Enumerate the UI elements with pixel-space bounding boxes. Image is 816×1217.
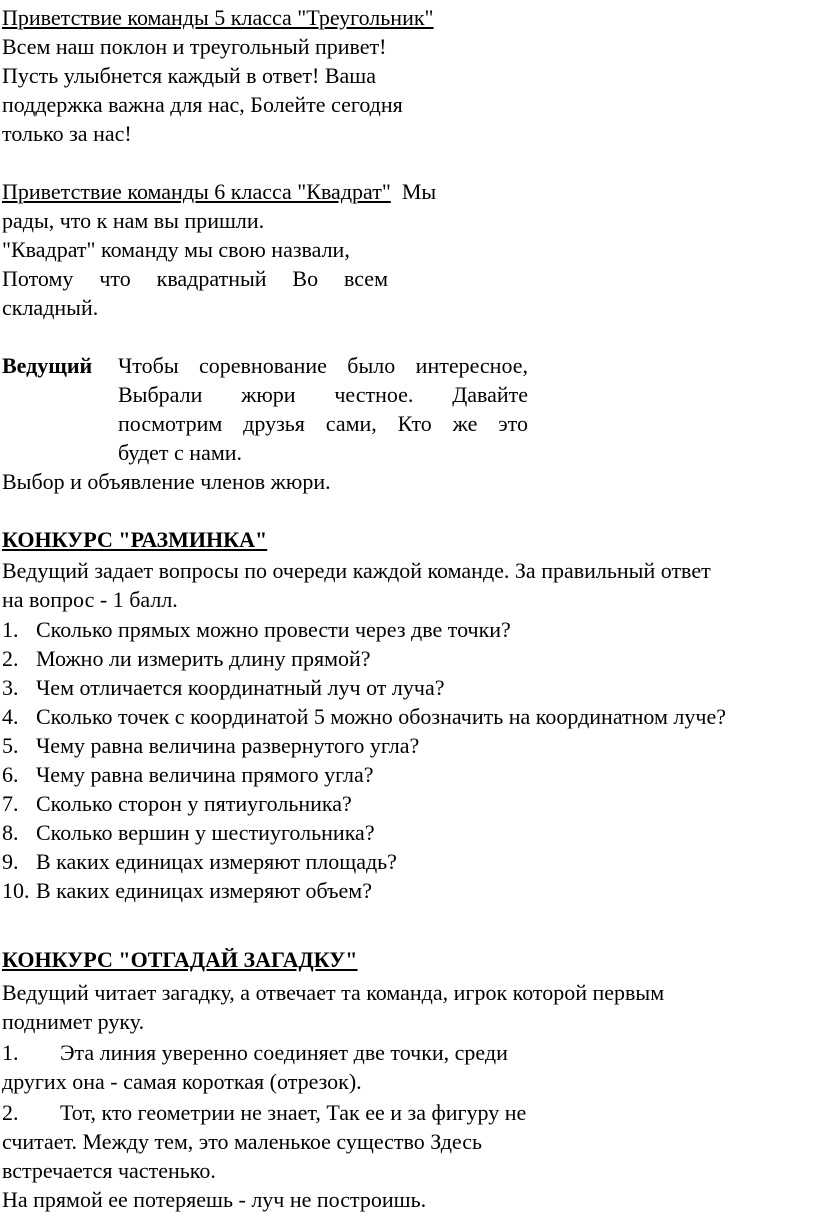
riddle-number: 2. bbox=[2, 1100, 19, 1125]
question-item bbox=[2, 674, 444, 702]
host-line: Чтобы соревнование было интересное, bbox=[118, 353, 528, 378]
greeting6-title: Приветствие команды 6 класса "Квадрат" bbox=[2, 179, 391, 204]
question-number: 3. bbox=[2, 675, 19, 700]
greeting6-line: "Квадрат" команду мы свою назвали, bbox=[2, 237, 350, 262]
riddle-text: Тот, кто геометрии не знает, Так ее и за фигуру не bbox=[60, 1100, 527, 1125]
question-number: 7. bbox=[2, 791, 19, 816]
question-text: Чему равна величина прямого угла? bbox=[36, 762, 374, 787]
greeting6-title-tail: Мы bbox=[401, 179, 437, 204]
host-line: будет с нами. bbox=[118, 440, 243, 465]
greeting6-title-line bbox=[2, 178, 436, 206]
greeting6-line: Потому что квадратный Во всем bbox=[2, 266, 388, 291]
host-label: Ведущий bbox=[2, 353, 93, 378]
greeting6-line: рады, что к нам вы пришли. bbox=[2, 208, 265, 233]
riddle-intro: поднимет руку. bbox=[2, 1009, 145, 1034]
question-text: Сколько точек с координатой 5 можно обозначить на координатном луче? bbox=[36, 704, 726, 729]
greeting6-line: складный. bbox=[2, 295, 99, 320]
riddle-text: На прямой ее потеряешь - луч не построишь. bbox=[2, 1187, 427, 1212]
riddle-text: Эта линия уверенно соединяет две точки, среди bbox=[60, 1040, 508, 1065]
question-text: В каких единицах измеряют площадь? bbox=[36, 849, 397, 874]
question-item bbox=[2, 761, 374, 789]
host-after: Выбор и объявление членов жюри. bbox=[2, 469, 331, 494]
question-text: Чем отличается координатный луч от луча? bbox=[36, 675, 445, 700]
greeting5-line: только за нас! bbox=[2, 121, 132, 146]
question-number: 4. bbox=[2, 704, 19, 729]
question-number: 2. bbox=[2, 646, 19, 671]
greeting5-line: поддержка важна для нас, Болейте сегодня bbox=[2, 92, 403, 117]
question-text: Сколько прямых можно провести через две точки? bbox=[36, 617, 511, 642]
question-text: Сколько сторон у пятиугольника? bbox=[36, 791, 352, 816]
riddle-item bbox=[2, 1039, 508, 1067]
warmup-intro: на вопрос - 1 балл. bbox=[2, 587, 178, 612]
host-line: Выбрали жюри честное. Давайте bbox=[118, 382, 528, 407]
question-item bbox=[2, 790, 352, 818]
warmup-heading: КОНКУРС "РАЗМИНКА" bbox=[2, 527, 268, 552]
question-item bbox=[2, 616, 511, 644]
question-item bbox=[2, 703, 726, 731]
question-item bbox=[2, 848, 397, 876]
greeting5-line: Всем наш поклон и треугольный привет! bbox=[2, 34, 387, 59]
question-number: 9. bbox=[2, 849, 19, 874]
warmup-intro: Ведущий задает вопросы по очереди каждой команде. За правильный ответ bbox=[2, 558, 711, 583]
host-line: посмотрим друзья сами, Кто же это bbox=[118, 411, 528, 436]
question-number: 6. bbox=[2, 762, 19, 787]
question-number: 10. bbox=[2, 878, 30, 903]
question-item bbox=[2, 819, 375, 847]
greeting5-line: Пусть улыбнется каждый в ответ! Ваша bbox=[2, 63, 376, 88]
question-item bbox=[2, 877, 372, 905]
question-number: 1. bbox=[2, 617, 19, 642]
question-text: Можно ли измерить длину прямой? bbox=[36, 646, 371, 671]
question-number: 8. bbox=[2, 820, 19, 845]
riddle-heading: КОНКУРС "ОТГАДАЙ ЗАГАДКУ" bbox=[2, 947, 358, 972]
question-text: Сколько вершин у шестиугольника? bbox=[36, 820, 375, 845]
question-text: В каких единицах измеряют объем? bbox=[36, 878, 372, 903]
question-item bbox=[2, 645, 371, 673]
riddle-text: других она - самая короткая (отрезок). bbox=[2, 1069, 362, 1094]
riddle-item bbox=[2, 1099, 526, 1127]
question-item bbox=[2, 732, 419, 760]
riddle-text: встречается частенько. bbox=[2, 1158, 216, 1183]
riddle-intro: Ведущий читает загадку, а отвечает та команда, игрок которой первым bbox=[2, 980, 665, 1005]
riddle-text: считает. Между тем, это маленькое существо Здесь bbox=[2, 1129, 483, 1154]
question-number: 5. bbox=[2, 733, 19, 758]
greeting5-title: Приветствие команды 5 класса "Треугольник" bbox=[2, 5, 434, 30]
question-text: Чему равна величина развернутого угла? bbox=[36, 733, 420, 758]
riddle-number: 1. bbox=[2, 1040, 19, 1065]
